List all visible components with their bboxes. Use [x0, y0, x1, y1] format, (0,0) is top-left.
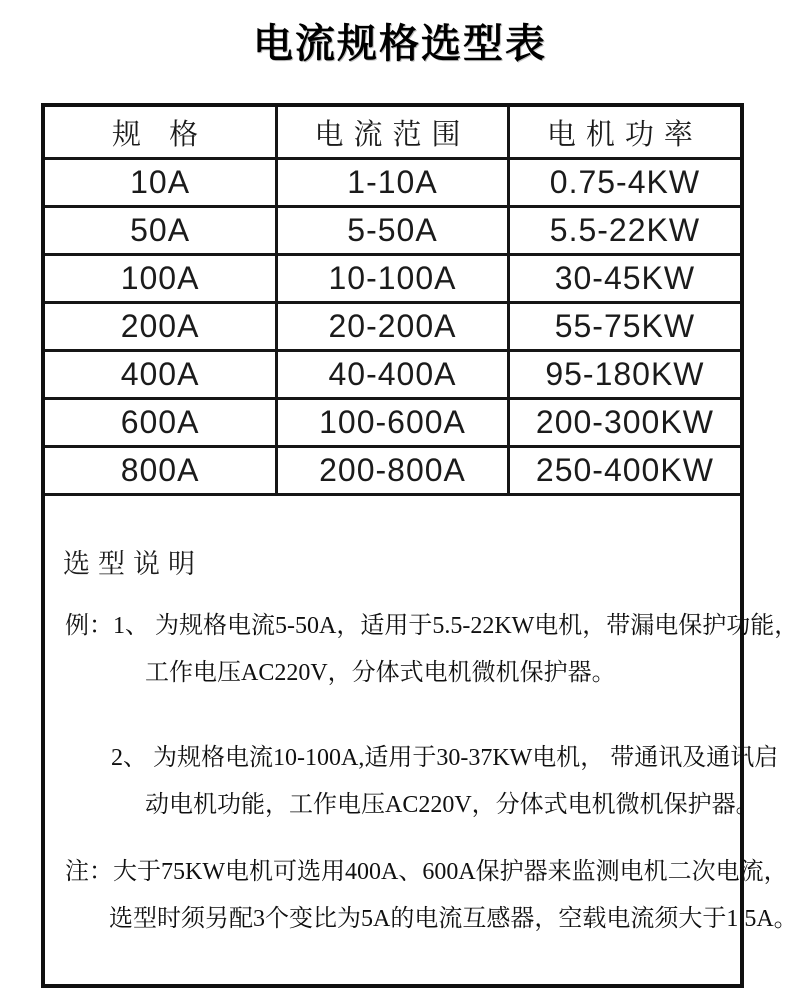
col-header-spec: 规 格: [45, 107, 277, 159]
note-line2: 选型时须另配3个变比为5A的电流互感器，空载电流须大于1.5A。: [109, 906, 798, 932]
motor-power-cell: 55-75KW: [508, 303, 740, 351]
motor-power-cell: 5.5-22KW: [508, 207, 740, 255]
example2-line2: 动电机功能，工作电压AC220V，分体式电机微机保护器。: [145, 792, 760, 818]
page-title: 电流规格选型表: [253, 21, 547, 66]
current-range-cell: 200-800A: [277, 447, 509, 495]
current-range-cell: 10-100A: [277, 255, 509, 303]
spec-table: [45, 107, 740, 496]
current-range-cell: 1-10A: [277, 159, 509, 207]
content-box: [41, 103, 799, 988]
table-row: [45, 255, 740, 303]
table-row: [45, 303, 740, 351]
table-row: [45, 351, 740, 399]
spec-cell: 10A: [45, 159, 277, 207]
current-range-cell: 5-50A: [277, 207, 509, 255]
selection-notes: [45, 542, 799, 943]
notes-heading: 选型说明: [63, 549, 203, 579]
example1-line2: 工作电压AC220V，分体式电机微机保护器。: [145, 660, 616, 686]
current-range-cell: 40-400A: [277, 351, 509, 399]
spec-cell: 600A: [45, 399, 277, 447]
motor-power-cell: 250-400KW: [508, 447, 740, 495]
spec-cell: 100A: [45, 255, 277, 303]
note-line1: 注：大于75KW电机可选用400A、600A保护器来监测电机二次电流，: [65, 859, 788, 885]
current-range-cell: 100-600A: [277, 399, 509, 447]
col-header-current-range: 电流范围: [277, 107, 509, 159]
table-row: [45, 447, 740, 495]
table-row: [45, 159, 740, 207]
spec-cell: 50A: [45, 207, 277, 255]
table-header-row: [45, 107, 740, 159]
motor-power-cell: 30-45KW: [508, 255, 740, 303]
col-header-motor-power: 电机功率: [508, 107, 740, 159]
example2-line1: 2、 为规格电流10-100A,适用于30-37KW电机， 带通讯及通讯启: [111, 745, 779, 771]
table-row: [45, 399, 740, 447]
motor-power-cell: 95-180KW: [508, 351, 740, 399]
spec-cell: 800A: [45, 447, 277, 495]
table-row: [45, 207, 740, 255]
spec-cell: 200A: [45, 303, 277, 351]
motor-power-cell: 200-300KW: [508, 399, 740, 447]
spec-cell: 400A: [45, 351, 277, 399]
example1-line1: 例：1、 为规格电流5-50A，适用于5.5-22KW电机，带漏电保护功能，: [65, 613, 799, 639]
motor-power-cell: 0.75-4KW: [508, 159, 740, 207]
current-range-cell: 20-200A: [277, 303, 509, 351]
